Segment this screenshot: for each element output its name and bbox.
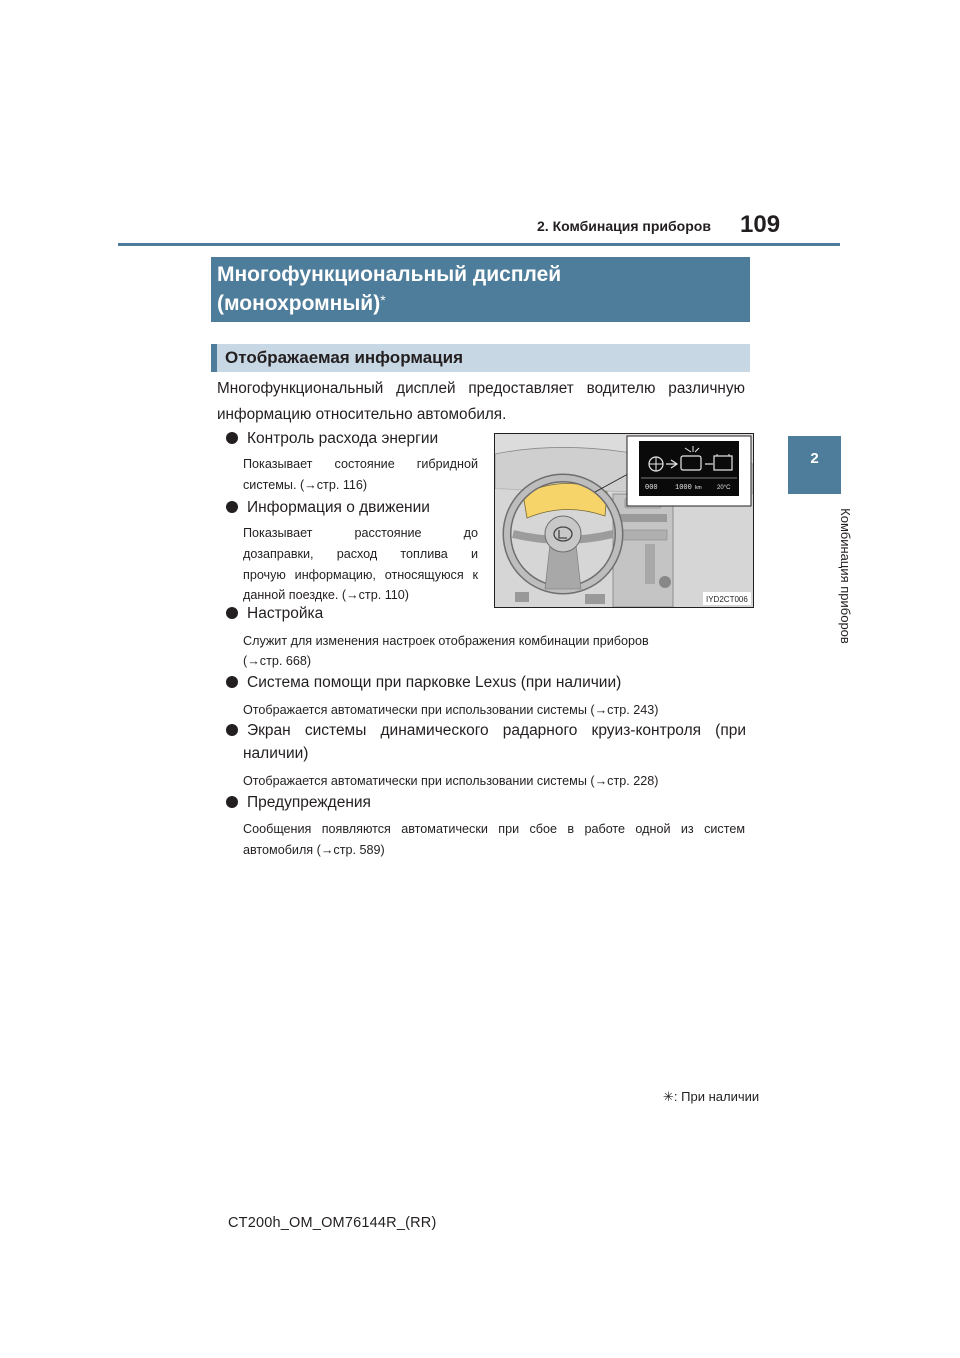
display-unit: km xyxy=(695,485,702,491)
subheading-box xyxy=(211,344,750,372)
illustration-code: IYD2CT006 xyxy=(706,595,748,604)
bullet-icon xyxy=(226,607,238,619)
bullet-item-4 xyxy=(226,672,621,694)
main-title-line1: Многофункциональный дисплей xyxy=(217,263,562,286)
subheading: Отображаемая информация xyxy=(225,348,463,367)
subheading-accent-bar xyxy=(211,344,217,372)
bullet-desc-4-line1: Отображается автоматически при использовании системы (→стр. 243) xyxy=(243,703,659,717)
chapter-number: 2 xyxy=(810,450,819,467)
bullet-icon xyxy=(226,432,238,444)
intro-paragraph: Многофункциональный дисплей предоставляет водителю различную информацию относительно автомобиля. xyxy=(217,380,745,423)
main-title-line2: (монохромный)* xyxy=(217,292,386,315)
bullet-desc-1-line2: системы. (→стр. 116) xyxy=(243,478,368,492)
bullet-icon xyxy=(226,676,238,688)
bullet-desc-2-line2: дозаправки, расход топлива и xyxy=(243,547,478,561)
bullet-desc-3-line1: Служит для изменения настроек отображения комбинации приборов xyxy=(243,634,649,648)
bullet-desc-2-line4: данной поездке. (→стр. 110) xyxy=(243,588,409,602)
bullet-title: Система помощи при парковке Lexus (при наличии) xyxy=(247,674,622,691)
header-divider xyxy=(118,243,840,246)
chapter-label: Комбинация приборов xyxy=(838,508,853,644)
bullet-title-line1: Экран системы динамического радарного круиз-контроля (при xyxy=(247,722,746,739)
bullet-item-2 xyxy=(226,497,430,519)
bullet-desc-6-line2: автомобиля (→стр. 589) xyxy=(243,843,385,857)
asterisk-mark: * xyxy=(380,292,386,308)
asterisk-icon: ✳ xyxy=(663,1089,674,1104)
bullet-icon xyxy=(226,796,238,808)
document-code: CT200h_OM_OM76144R_(RR) xyxy=(228,1215,437,1231)
bullet-item-1 xyxy=(226,428,438,450)
main-title-box xyxy=(211,257,750,322)
bullet-desc-3-line2: (→стр. 668) xyxy=(243,654,312,668)
dashboard-illustration xyxy=(494,433,754,608)
bullet-icon xyxy=(226,724,238,736)
chapter-tab xyxy=(788,436,841,494)
bullet-title-5-line2: наличии) xyxy=(243,745,309,762)
bullet-desc-2-line3: прочую информацию, относящуюся к xyxy=(243,568,478,582)
bullet-item-5 xyxy=(226,720,746,742)
bullet-item-6 xyxy=(226,792,371,814)
dashboard-drawing xyxy=(495,434,753,607)
bullet-title: Предупреждения xyxy=(247,794,371,811)
page-number: 109 xyxy=(740,211,781,238)
display-odometer: 1000 xyxy=(675,484,692,492)
bullet-icon xyxy=(226,501,238,513)
section-title: 2. Комбинация приборов xyxy=(537,218,711,234)
bullet-desc-2-line1: Показывает расстояние до xyxy=(243,526,478,540)
display-temperature: 20°C xyxy=(717,485,731,491)
bullet-title: Настройка xyxy=(247,605,324,622)
bullet-title: Информация о движении xyxy=(247,499,430,516)
bullet-desc-6-line1: Сообщения появляются автоматически при сбое в работе одной из систем xyxy=(243,822,745,836)
display-left-readout: 000 xyxy=(645,484,658,492)
bullet-desc-1-line1: Показывает состояние гибридной xyxy=(243,457,478,471)
footnote: ✳: При наличии xyxy=(663,1089,760,1104)
bullet-title: Контроль расхода энергии xyxy=(247,430,439,447)
bullet-item-3 xyxy=(226,603,323,625)
bullet-desc-5-line1: Отображается автоматически при использовании системы (→стр. 228) xyxy=(243,774,659,788)
